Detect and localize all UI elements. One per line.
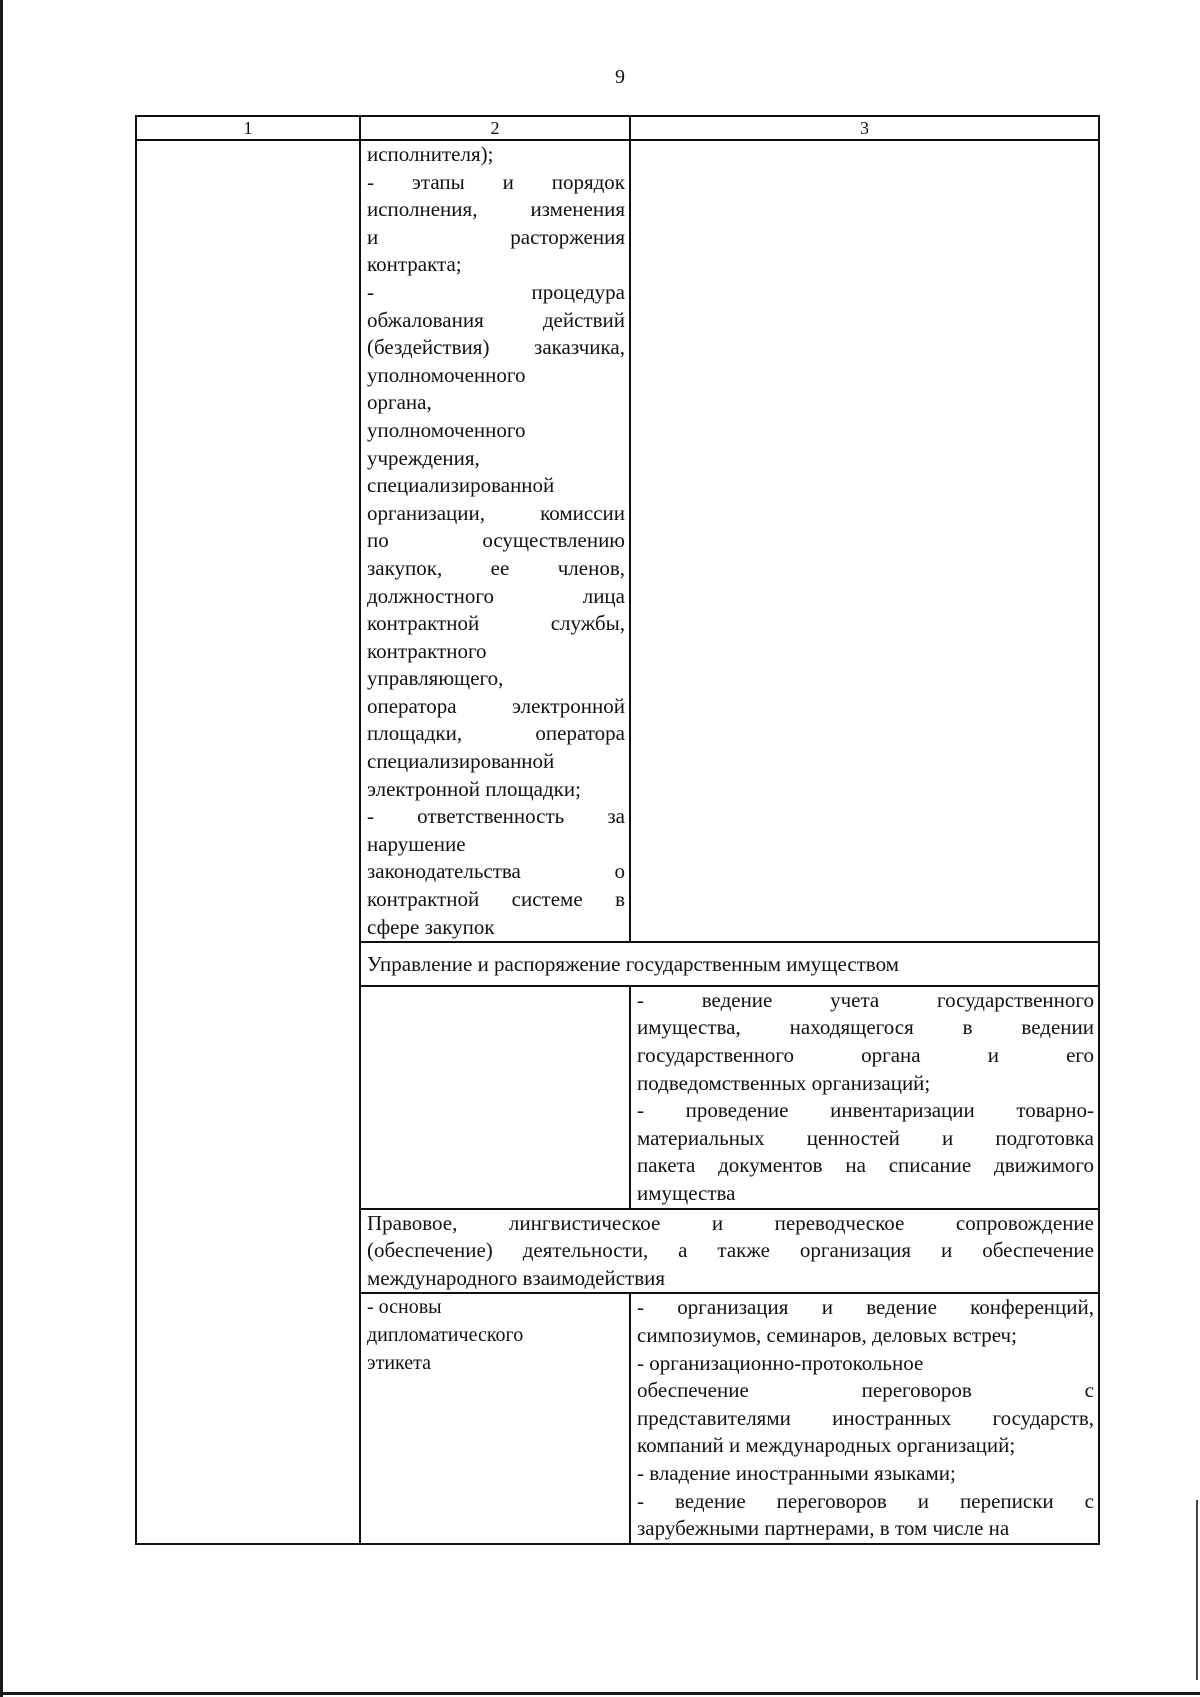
text-line: контрактной системе в (367, 887, 625, 912)
document-table (135, 115, 1100, 1545)
text-line: подведомственных организаций; (637, 1070, 931, 1095)
text-line: Правовое, лингвистическое и переводческое сопровождение (367, 1210, 1094, 1235)
text-line: зарубежными партнерами, в том числе на (637, 1516, 1010, 1541)
text-line: законодательства о (367, 859, 625, 884)
text-line: представителями иностранных государств, (637, 1405, 1094, 1430)
section-title-property-text: Управление и распоряжение государственным имуществом (367, 952, 899, 977)
contract-topics-text (367, 141, 625, 941)
text-line: должностного лица (367, 583, 625, 608)
scan-edge-left (0, 0, 3, 1697)
legal-skills-text (637, 1294, 1094, 1542)
cell-contract-skills (630, 140, 1099, 942)
text-line: сфере закупок (367, 914, 495, 939)
section-title-legal (360, 1209, 1099, 1294)
cell-legal-skills (630, 1293, 1099, 1543)
text-line: симпозиумов, семинаров, деловых встреч; (637, 1322, 1017, 1347)
legal-topics-text (367, 1294, 625, 1377)
cell-property-topics (360, 986, 630, 1209)
text-line: компаний и международных организаций; (637, 1433, 1016, 1458)
text-line: специализированной (367, 473, 555, 498)
property-skills-text (637, 987, 1094, 1208)
text-line: - проведение инвентаризации товарно- (637, 1098, 1094, 1123)
text-line: государственного органа и его (637, 1043, 1094, 1067)
section-title-property (360, 942, 1099, 986)
table-header-row (136, 116, 1099, 140)
text-line: органа, (367, 390, 432, 415)
text-line: контрактного (367, 638, 487, 663)
column-header-1: 1 (136, 116, 360, 140)
column-1-cell (136, 140, 360, 1544)
text-line: - ведение учета государственного (637, 987, 1094, 1012)
text-line: оператора электронной (367, 693, 625, 718)
text-line: закупок, ее членов, (367, 555, 625, 580)
text-line: по осуществлению (367, 528, 625, 553)
text-line: - этапы и порядок (367, 169, 625, 194)
text-line: исполнения, изменения (367, 197, 625, 222)
text-line: нарушение (367, 831, 466, 856)
cell-contract-topics (360, 140, 630, 942)
text-line: - основы (367, 1296, 442, 1319)
text-line: - процедура (367, 279, 625, 304)
text-line: контрактной службы, (367, 611, 625, 636)
text-line: управляющего, (367, 666, 504, 691)
cell-legal-topics (360, 1293, 630, 1543)
text-line: (обеспечение) деятельности, а также организация и обеспечение (367, 1238, 1094, 1263)
cell-property-skills (630, 986, 1099, 1209)
text-line: электронной площадки; (367, 776, 581, 801)
text-line: - ответственность за (367, 804, 625, 829)
table-row-contract-continuation (136, 140, 1099, 942)
text-line: международного взаимодействия (367, 1265, 666, 1290)
scan-edge-right (1196, 1500, 1198, 1680)
text-line: этикета (367, 1351, 431, 1374)
text-line: обжалования действий (367, 307, 625, 332)
text-line: исполнителя); (367, 142, 494, 166)
text-line: имущества, находящегося в ведении (637, 1015, 1094, 1040)
text-line: дипломатического (367, 1323, 524, 1346)
text-line: пакета документов на списание движимого (637, 1153, 1094, 1178)
text-line: уполномоченного (367, 362, 526, 387)
text-line: площадки, оператора (367, 721, 625, 746)
text-line: уполномоченного (367, 417, 526, 442)
text-line: - организация и ведение конференций, (637, 1295, 1094, 1320)
text-line: организации, комиссии (367, 500, 625, 525)
page-number: 9 (615, 66, 625, 88)
section-title-legal-text (367, 1210, 1094, 1293)
text-line: - ведение переговоров и переписки с (637, 1488, 1094, 1513)
text-line: имущества (637, 1180, 736, 1205)
text-line: - организационно-протокольное (637, 1350, 924, 1375)
text-line: контракта; (367, 252, 462, 277)
text-line: - владение иностранными языками; (637, 1460, 956, 1485)
scan-edge-bottom (0, 1692, 1200, 1695)
text-line: обеспечение переговоров с (637, 1378, 1094, 1403)
text-line: материальных ценностей и подготовка (637, 1125, 1094, 1150)
column-header-2: 2 (360, 116, 630, 140)
column-header-3: 3 (630, 116, 1099, 140)
text-line: и расторжения (367, 224, 625, 249)
text-line: учреждения, (367, 445, 480, 470)
text-line: специализированной (367, 749, 555, 774)
text-line: (бездействия) заказчика, (367, 335, 625, 360)
